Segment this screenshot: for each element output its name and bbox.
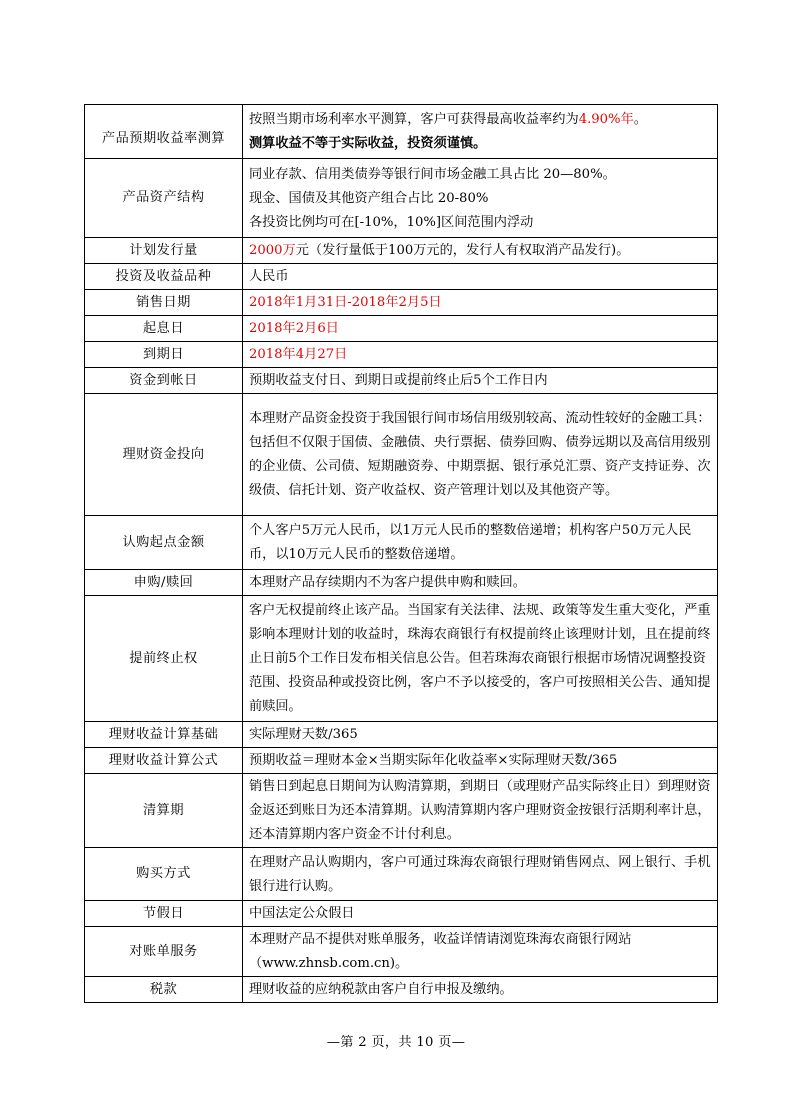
table-row	[85, 927, 718, 977]
row-label: 产品资产结构	[85, 159, 243, 238]
table-row	[85, 394, 718, 516]
row-label: 申购/赎回	[85, 570, 243, 596]
row-label: 计划发行量	[85, 238, 243, 264]
row-value: 本理财产品资金投资于我国银行间市场信用级别较高、流动性较好的金融工具：包括但不仅限于国债、金融债、央行票据、债券回购、债券远期以及高信用级别的企业债、公司债、短期融资券、中期票据、银行承兑汇票、资产支持证券、次级债、信托计划、资产收益权、资产管理计划以及其他资产等。	[243, 394, 718, 516]
row-label: 投资及收益品种	[85, 264, 243, 290]
row-label: 清算期	[85, 774, 243, 848]
row-value: 人民币	[243, 264, 718, 290]
row-label: 销售日期	[85, 290, 243, 316]
table-row	[85, 848, 718, 901]
row-value: 实际理财天数/365	[243, 722, 718, 748]
row-value: 销售日到起息日期间为认购清算期，到期日（或理财产品实际终止日）到理财资金返还到账日为还本清算期。认购清算期内客户理财资金按银行活期利率计息，还本清算期内客户资金不计付利息。	[243, 774, 718, 848]
table-row	[85, 105, 718, 159]
row-value: 预期收益支付日、到期日或提前终止后5个工作日内	[243, 368, 718, 394]
table-row	[85, 316, 718, 342]
structure-line: 现金、国债及其他资产组合占比 20-80%	[249, 190, 489, 206]
row-value: 客户无权提前终止该产品。当国家有关法律、法规、政策等发生重大变化，严重影响本理财计划的收益时，珠海农商银行有权提前终止该理财计划，且在提前终止日前5个工作日发布相关信息公告。但若珠海农商银行根据市场情况调整投资范围、投资品种或投资比例，客户不予以接受的，客户可按照相关公告、通知提前赎回。	[243, 596, 718, 722]
table-row	[85, 722, 718, 748]
structure-line: 各投资比例均可在[-10%，10%]区间范围内浮动	[249, 214, 534, 230]
table-row	[85, 748, 718, 774]
row-value: 本理财产品存续期内不为客户提供申购和赎回。	[243, 570, 718, 596]
row-value: 在理财产品认购期内，客户可通过珠海农商银行理财销售网点、网上银行、手机银行进行认购。	[243, 848, 718, 901]
row-label: 到期日	[85, 342, 243, 368]
table-row	[85, 159, 718, 238]
row-label: 理财收益计算基础	[85, 722, 243, 748]
rate-text: 按照当期市场利率水平测算，客户可获得最高收益率约为	[249, 112, 579, 127]
row-value: 预期收益＝理财本金×当期实际年化收益率×实际理财天数/365	[243, 748, 718, 774]
table-row	[85, 570, 718, 596]
row-label: 提前终止权	[85, 596, 243, 722]
start-date-value: 2018年2月6日	[243, 316, 718, 342]
table-row	[85, 368, 718, 394]
issue-text: 元（发行量低于100万元的，发行人有权取消产品发行)。	[295, 243, 630, 258]
row-label: 认购起点金额	[85, 516, 243, 570]
row-label: 税款	[85, 977, 243, 1003]
row-label: 起息日	[85, 316, 243, 342]
issue-cell	[243, 238, 718, 264]
table-row	[85, 290, 718, 316]
row-value: 个人客户5万元人民币，以1万元人民币的整数倍递增；机构客户50万元人民币，以10万元人民币的整数倍递增。	[243, 516, 718, 570]
row-label: 购买方式	[85, 848, 243, 901]
rate-text-end: 。	[633, 112, 647, 127]
table-row	[85, 264, 718, 290]
row-label: 对账单服务	[85, 927, 243, 977]
rate-line	[249, 108, 713, 132]
table-row	[85, 342, 718, 368]
row-label: 理财资金投向	[85, 394, 243, 516]
table-row	[85, 516, 718, 570]
structure-line: 同业存款、信用类债券等银行间市场金融工具占比 20—80%。	[249, 166, 616, 182]
maturity-date-value: 2018年4月27日	[243, 342, 718, 368]
page-number-footer: —第 2 页，共 10 页—	[326, 1035, 466, 1050]
product-terms-table	[84, 104, 718, 1003]
issue-amount: 2000万	[249, 243, 296, 258]
rate-cell	[243, 105, 718, 159]
sale-date-value: 2018年1月31日-2018年2月5日	[243, 290, 718, 316]
table-row	[85, 901, 718, 927]
rate-warning: 测算收益不等于实际收益，投资须谨慎。	[249, 136, 487, 151]
table-row	[85, 596, 718, 722]
table-row	[85, 977, 718, 1003]
row-value: 理财收益的应纳税款由客户自行申报及缴纳。	[243, 977, 718, 1003]
row-value: 中国法定公众假日	[243, 901, 718, 927]
structure-cell	[243, 159, 718, 238]
rate-value: 4.90%年	[578, 112, 634, 127]
row-label: 资金到帐日	[85, 368, 243, 394]
row-label: 理财收益计算公式	[85, 748, 243, 774]
row-value: 本理财产品不提供对账单服务，收益详情请浏览珠海农商银行网站（www.zhnsb.com.cn)。	[243, 927, 718, 977]
table-row	[85, 774, 718, 848]
row-label: 产品预期收益率测算	[85, 105, 243, 159]
table-row	[85, 238, 718, 264]
row-label: 节假日	[85, 901, 243, 927]
